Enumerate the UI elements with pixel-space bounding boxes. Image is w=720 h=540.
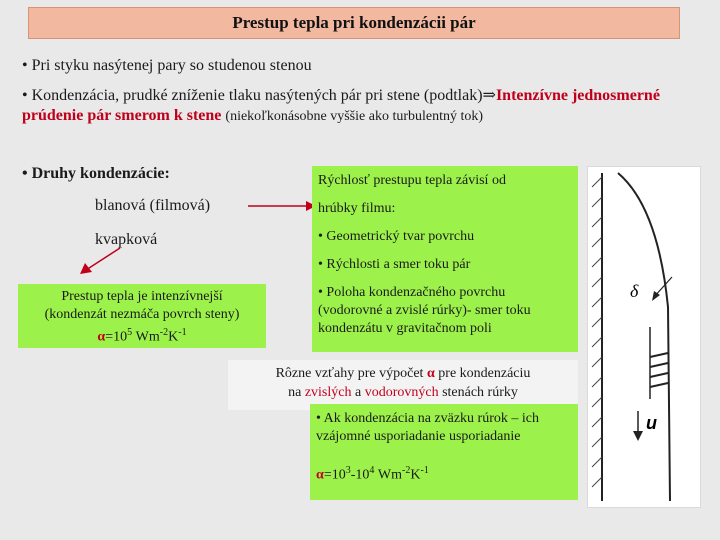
horizontal-word: vodorovných xyxy=(364,385,439,400)
alpha-exp: 5 xyxy=(127,327,133,338)
implies-arrow: ⇒ xyxy=(482,87,496,104)
unit-w: Wm xyxy=(132,329,160,345)
type-film: blanová (filmová) xyxy=(95,197,211,214)
alpha-symbol: α xyxy=(426,366,435,381)
relations-note xyxy=(228,360,578,410)
relations-line2 xyxy=(228,383,578,402)
alpha-exp-high: 4 xyxy=(369,465,375,476)
unit-w: Wm xyxy=(374,467,403,483)
relations-text-c: na xyxy=(288,385,305,400)
alpha-exp-low: 3 xyxy=(345,465,351,476)
rate-line2: hrúbky filmu: xyxy=(318,201,396,216)
alpha-base: =10 xyxy=(323,467,346,483)
bullet-condensation xyxy=(22,86,712,127)
tube-bundle-box xyxy=(310,404,578,500)
slide-title: Prestup tepla pri kondenzácii pár xyxy=(28,7,680,39)
dropwise-line2: (kondenzát nezmáča povrch steny) xyxy=(44,307,240,322)
intensive-flow-text: Intenzívne jednosmerné prúdenie pár smerom k stene xyxy=(22,87,660,124)
unit-w-exp: -2 xyxy=(402,465,411,476)
film-diagram xyxy=(588,167,700,507)
rate-line1: Rýchlosť prestupu tepla závisí od xyxy=(318,173,506,188)
relations-text-a: Rôzne vzťahy pre výpočet xyxy=(275,366,427,381)
dropwise-line1: Prestup tepla je intenzívnejší xyxy=(61,289,223,304)
alpha-symbol: α xyxy=(97,329,106,345)
alpha-symbol: α xyxy=(316,467,324,483)
alpha-range: -10 xyxy=(350,467,370,483)
vertical-word: zvislých xyxy=(304,385,352,400)
relations-text-b: pre kondenzáciu xyxy=(434,366,531,381)
relations-line1 xyxy=(228,364,578,383)
unit-k-exp: -1 xyxy=(178,327,187,338)
bullet-condensation-text: • Kondenzácia, prudké zníženie tlaku nasýtených pár pri stene (podtlak) xyxy=(22,87,483,104)
unit-k: K xyxy=(168,329,179,345)
rate-line3: • Geometrický tvar povrchu xyxy=(318,229,475,244)
unit-k-exp: -1 xyxy=(420,465,429,476)
bullet-contact: • Pri styku nasýtenej pary so studenou stenou xyxy=(22,57,312,74)
delta-label: δ xyxy=(630,281,639,301)
unit-w-exp: -2 xyxy=(159,327,169,338)
turbulent-note: (niekoľkonásobne vyššie ako turbulentný tok) xyxy=(225,109,484,124)
film-profile xyxy=(618,173,670,501)
alpha-base: =10 xyxy=(105,329,128,345)
relations-text-e: stenách rúrky xyxy=(438,385,518,400)
rate-factors-box xyxy=(312,166,578,352)
bundle-text: • Ak kondenzácia na zväzku rúrok – ich vzájomné usporiadanie usporiadanie xyxy=(316,411,539,444)
arrow-film-to-box xyxy=(246,198,318,214)
dropwise-alpha-line xyxy=(18,324,266,347)
bundle-alpha-line xyxy=(316,462,572,485)
dropwise-box xyxy=(18,284,266,348)
unit-k: K xyxy=(410,467,421,483)
relations-text-d: a xyxy=(351,385,365,400)
film-condensation-figure xyxy=(587,166,701,508)
type-drop: kvapková xyxy=(95,231,158,248)
rate-line4: • Rýchlosti a smer toku pár xyxy=(318,257,471,272)
bullet-types: • Druhy kondenzácie: xyxy=(22,165,170,182)
rate-line5: • Poloha kondenzačného povrchu (vodorovné a zvislé rúrky)- smer toku kondenzátu v gravitačnom poli xyxy=(318,285,531,336)
velocity-label: u xyxy=(646,413,657,433)
arrow-drop-to-box xyxy=(76,244,126,278)
